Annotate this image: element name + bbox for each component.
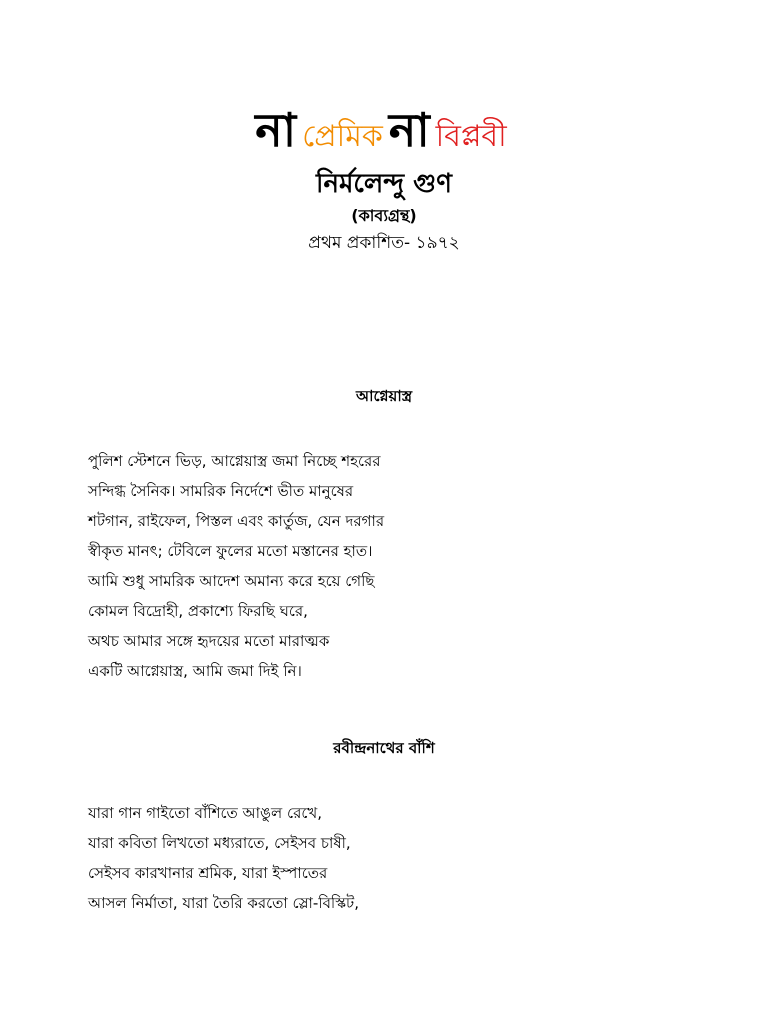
publication-info: প্রথম প্রকাশিত- ১৯৭২ [308, 233, 460, 253]
book-title-part4: বিপ্লবী [435, 119, 507, 154]
poem-line: সেইসব কারখানার শ্রমিক, যারা ইস্পাতের [88, 864, 328, 882]
author-name: নির্মলেন্দু গুণ [316, 169, 452, 199]
poem-line: পুলিশ স্টেশনে ভিড়, আগ্নেয়াস্ত্র জমা নিচ্ছে শহরের [88, 452, 381, 470]
poem-line: অথচ আমার সঙ্গে হৃদয়ের মতো মারাত্মক [88, 632, 330, 650]
poem-line: একটি আগ্নেয়াস্ত্র, আমি জমা দিই নি। [88, 662, 302, 680]
poem-line: স্বীকৃত মানৎ; টেবিলে ফুলের মতো মস্তানের হাত। [88, 542, 373, 560]
book-title-part3: না [388, 103, 430, 157]
poem-line: শটগান, রাইফেল, পিস্তল এবং কার্তুজ, যেন দরগার [88, 512, 385, 530]
poem-stanza [88, 798, 708, 918]
poem-title: রবীন্দ্রনাথের বাঁশি [333, 739, 435, 757]
genre-label: (কাব্যগ্রন্থ) [351, 206, 417, 225]
poem-line: আসল নির্মাতা, যারা তৈরি করতো স্লো-বিস্কিট, [88, 894, 359, 912]
poem-line: আমি শুধু সামরিক আদেশ অমান্য করে হয়ে গেছি [88, 572, 375, 590]
book-title-part1: না [255, 103, 297, 157]
poem-line: সন্দিগ্ধ সৈনিক। সামরিক নির্দেশে ভীত মানুষের [88, 482, 354, 500]
book-title-part2: প্রেমিক [302, 119, 383, 154]
poem-stanza [88, 446, 708, 686]
poem-title: আগ্নেয়াস্ত্র [355, 387, 413, 405]
book-title [0, 100, 768, 171]
poem-line: যারা গান গাইতো বাঁশিতে আঙুল রেখে, [88, 804, 322, 822]
poem-line: কোমল বিদ্রোহী, প্রকাশ্যে ফিরছি ঘরে, [88, 602, 308, 620]
poem-line: যারা কবিতা লিখতো মধ্যরাতে, সেইসব চাষী, [88, 834, 351, 852]
